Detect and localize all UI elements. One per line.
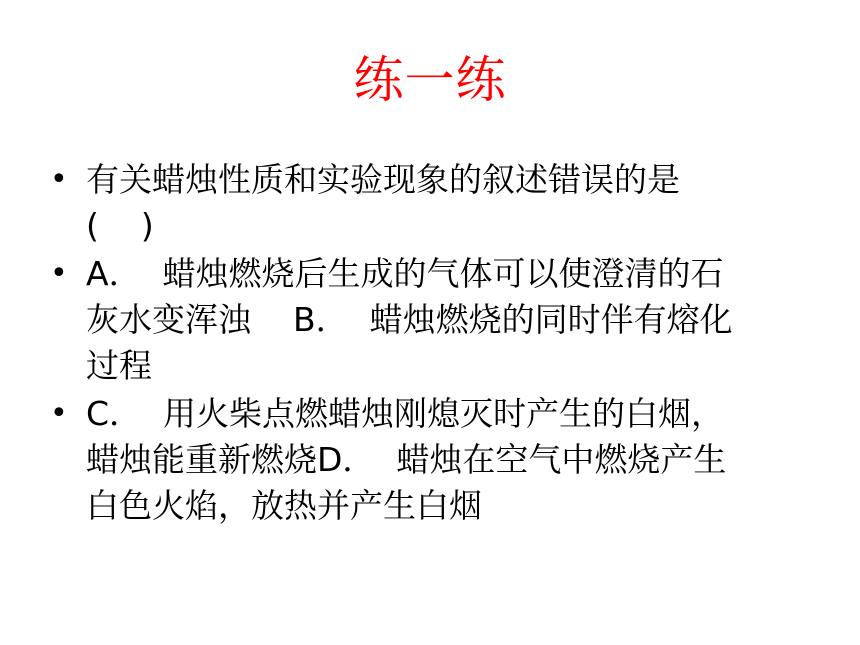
bullet-dot-icon: •	[50, 162, 68, 197]
bullet-line: C． 用火柴点燃蜡烛刚熄灭时产生的白烟，	[86, 394, 725, 433]
bullet-line: ( )	[86, 206, 154, 245]
bullet-line: A． 蜡烛燃烧后生成的气体可以使澄清的石	[86, 254, 724, 293]
bullet-line: 蜡烛能重新燃烧D． 蜡烛在空气中燃烧产生	[86, 440, 727, 479]
slide-title: 练一练	[353, 51, 507, 109]
bullet-line: 白色火焰，放热并产生白烟	[86, 486, 482, 525]
bullet-dot-icon: •	[50, 396, 68, 431]
bullet-list	[48, 157, 818, 531]
bullet-item-options-ab	[48, 251, 818, 389]
bullet-line: 灰水变浑浊 B． 蜡烛燃烧的同时伴有熔化	[86, 300, 733, 339]
bullet-line: 过程	[86, 346, 152, 385]
bullet-line: 有关蜡烛性质和实验现象的叙述错误的是	[86, 160, 680, 199]
bullet-dot-icon: •	[50, 256, 68, 291]
bullet-item-options-cd	[48, 391, 818, 529]
bullet-item-question	[48, 157, 818, 249]
